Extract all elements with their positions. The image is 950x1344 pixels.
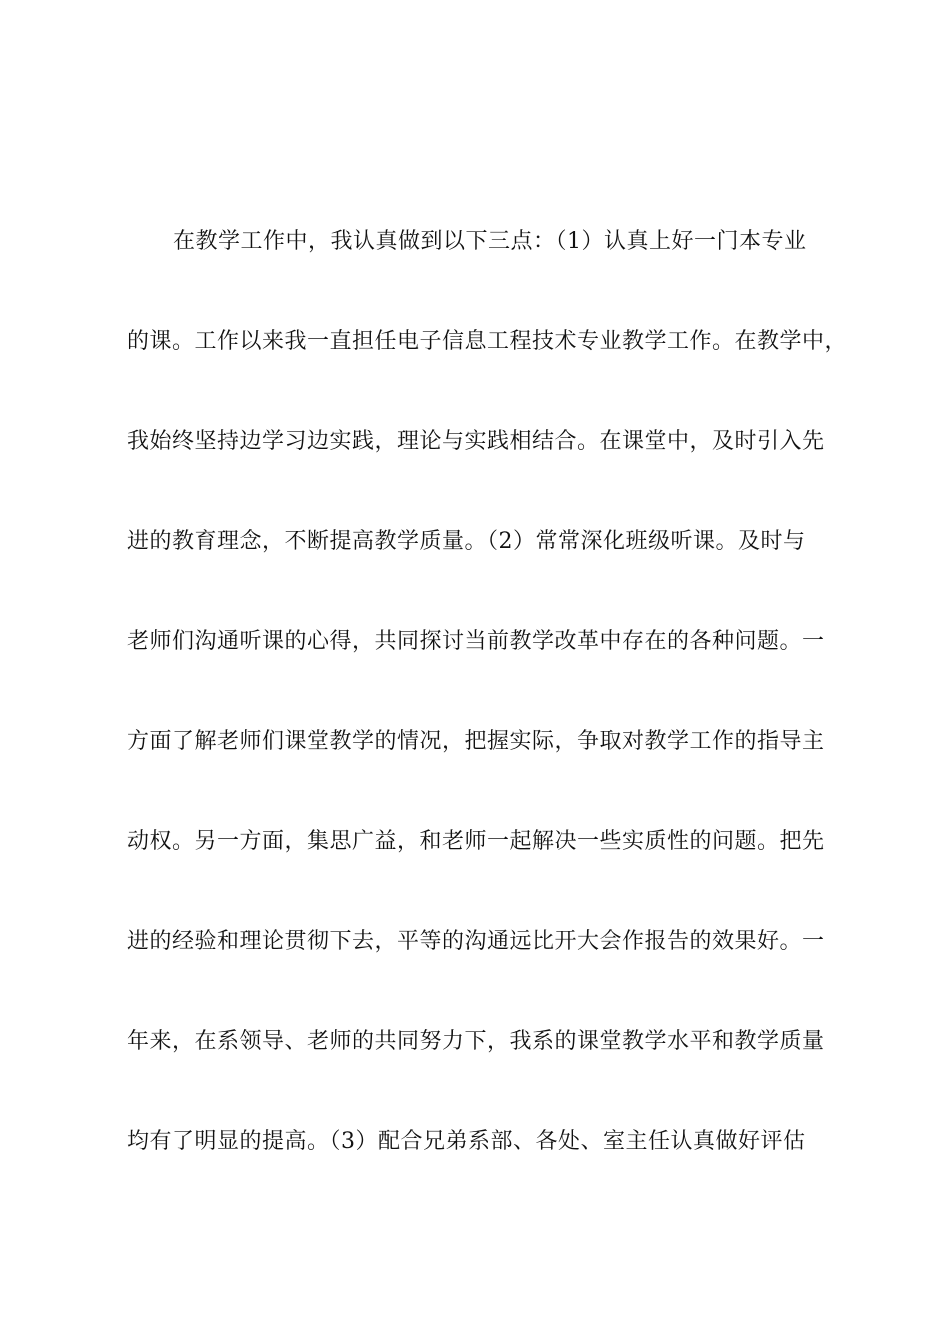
paragraph-line: 年来，在系领导、老师的共同努力下，我系的课堂教学水平和教学质量: [127, 1029, 825, 1054]
paragraph-line: 老师们沟通听课的心得，共同探讨当前教学改革中存在的各种问题。一: [127, 629, 825, 654]
paragraph-line: 动权。另一方面，集思广益，和老师一起解决一些实质性的问题。把先: [127, 829, 825, 854]
paragraph-line: 进的教育理念，不断提高教学质量。（2）常常深化班级听课。及时与: [127, 529, 806, 554]
paragraph-line: 均有了明显的提高。（3）配合兄弟系部、各处、室主任认真做好评估: [127, 1129, 806, 1154]
paragraph-line: 的课。工作以来我一直担任电子信息工程技术专业教学工作。在教学中，: [127, 329, 848, 354]
paragraph-line: 在教学工作中，我认真做到以下三点：（1）认真上好一门本专业: [173, 229, 807, 254]
paragraph-line: 我始终坚持边学习边实践，理论与实践相结合。在课堂中，及时引入先: [127, 429, 825, 454]
paragraph-line: 方面了解老师们课堂教学的情况，把握实际，争取对教学工作的指导主: [127, 729, 825, 754]
paragraph-line: 进的经验和理论贯彻下去，平等的沟通远比开大会作报告的效果好。一: [127, 929, 825, 954]
body-paragraph: [127, 212, 848, 1212]
